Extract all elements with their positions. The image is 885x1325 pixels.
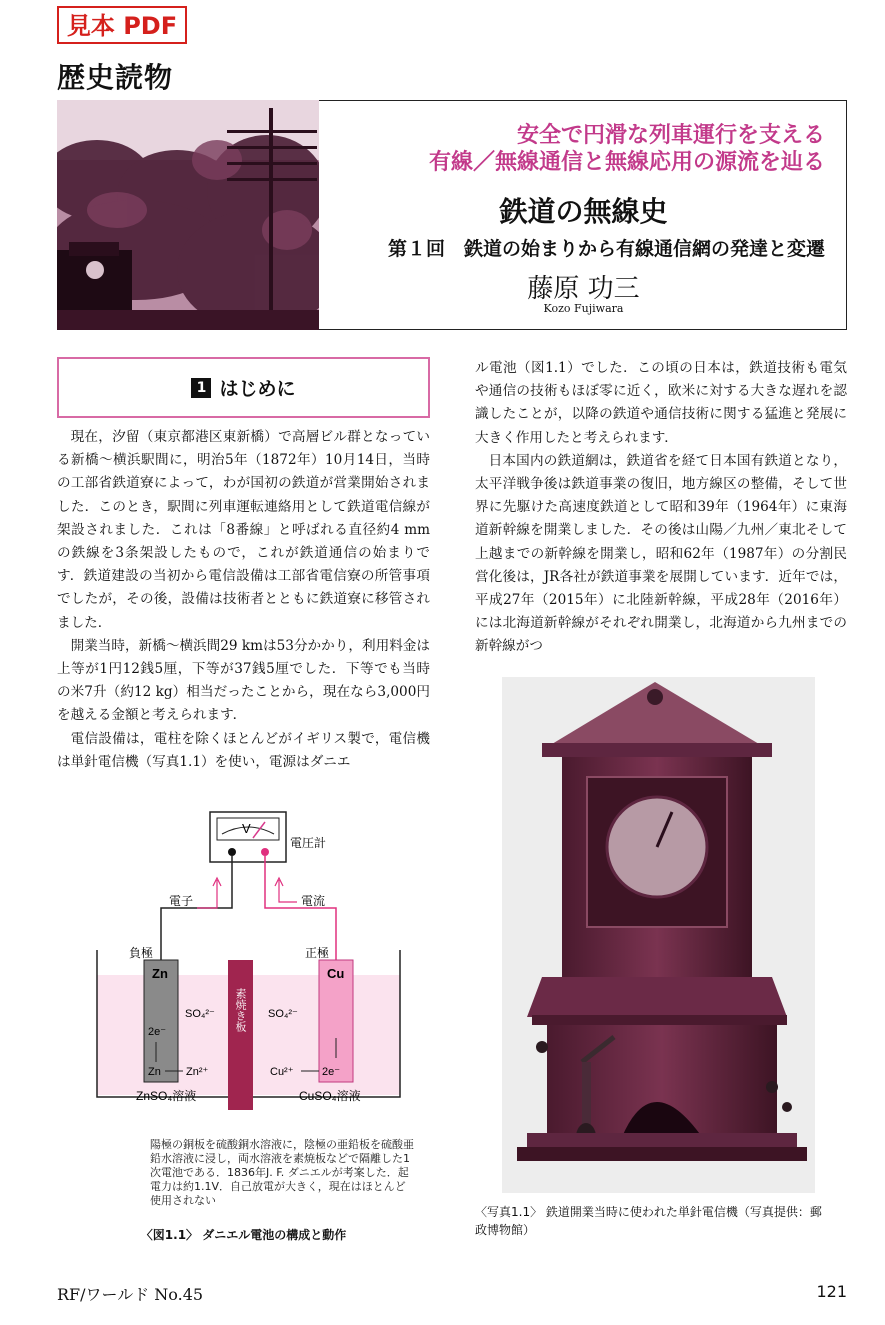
author-name: 藤原 功三 [527,274,640,304]
magazine-name: RF/ワールド No.45 [57,1285,204,1304]
negative-label: 負極 [129,946,154,960]
paragraph: 開業当時，新橋〜横浜間29 kmは53分かかり，利用料金は上等が1円12銭5厘，下等が37銭5厘でした．下等でも当時の米7升（約12 kg）相当だったことから，現在なら3,000円を越える金額と考えられます． [57,637,430,724]
positive-label: 正極 [305,946,330,960]
positive-terminal [261,848,269,856]
header-train-photo [57,100,319,330]
paragraph: 電信設備は，電柱を除くほとんどがイギリス製で，電信機は単針電信機（写真1.1）を使い，電源はダニエ [57,730,430,770]
zinc-symbol: Zn [152,966,168,981]
section-number: 1 [191,378,211,398]
negative-terminal [228,848,236,856]
copper-symbol: Cu [327,966,345,981]
paragraph: ル電池（図1.1）でした．この頃の日本は，鉄道技術も電気や通信の技術もほぼ零に近く，欧米に対する大きな遅れを認識したことが，以降の鉄道や通信技術に関する猛進と発展に大きく作用したと考えられます． [475,360,847,446]
section-label: 歴史読物 [57,61,174,94]
zn-ion: Zn²⁺ [186,1066,209,1078]
sulfate-left: SO₄²⁻ [185,1008,215,1020]
section-heading-text: はじめに [219,378,296,400]
figure-caption: 陽極の銅板を硫酸銅水溶液に，陰極の亜鉛板を硫酸亜鉛水溶液に浸し，両水溶液を素焼板などで隔離した1次電池である．1836年J. F. ダニエルが考案した．起電力は約1.1V．自己放電が大きく，現在はほとんど使用されない [150,1138,414,1207]
figure-title: 〈図1.1〉 ダニエル電池の構成と動作 [140,1228,347,1242]
author-name-english: Kozo Fujiwara [543,302,624,315]
sulfate-right: SO₄²⁻ [268,1008,298,1020]
sample-pdf-badge: 見本 PDF [57,6,187,44]
meter-letter: V [242,821,251,836]
copper-solution-label: CuSO₄溶液 [299,1089,361,1103]
zn-atom: Zn [148,1066,161,1078]
paragraph: 現在，汐留（東京都港区東新橋）で高層ビル群となっている新橋〜横浜駅間に，明治5年（1872年）10月14日，当時の工部省鉄道寮によって，わが国初の鉄道が営業開始されました．このとき，駅間に列車運転連絡用として鉄道電信線が架設されました．これは「8番線」と呼ばれる直径約4 mmの鉄線を3条架設したもので，これが鉄道通信の始まりです．鉄道建設の当初から電信設備は工部省電信寮の所管事項でしたが，その後，設備は技術者とともに鉄道寮に移管されました． [57,429,430,631]
lead-line-1: 安全で円滑な列車運行を支える [516,123,825,148]
electrons-left: 2e⁻ [148,1026,167,1038]
left-column-text [57,426,430,774]
lead-line-2: 有線／無線通信と無線応用の源流を辿る [428,150,825,175]
paragraph: 日本国内の鉄道網は，鉄道省を経て日本国有鉄道となり，太平洋戦争後は鉄道事業の復旧，地方線区の整備，そして世界に先駆けた高速度鉄道として昭和39年（1964年）に東海道新幹線を開業しました．その後は山陽／九州／東北そして上越までの新幹線を開業し，昭和62年（1987年）の分割民営化後は，JR各社が鉄道事業を展開しています．近年では，平成27年（2015年）に北陸新幹線，平成28年（2016年）には北海道新幹線がそれぞれ開業し，北海道から九州までの新幹線がつ [475,452,847,655]
zinc-solution-label: ZnSO₄溶液 [136,1089,197,1103]
electron-label: 電子 [169,894,194,908]
daniell-cell-diagram [57,800,430,1125]
positive-wire [265,856,336,960]
electrons-right: 2e⁻ [322,1066,341,1078]
article-title: 鉄道の無線史 [499,195,668,228]
voltmeter-label: 電圧計 [290,836,327,850]
negative-wire [161,856,232,960]
separator-label: 素焼き板 [234,988,246,1032]
telegraph-photo [502,677,815,1193]
section-heading-box [57,357,430,418]
porous-separator [228,960,253,1110]
cu-ion: Cu²⁺ [270,1066,294,1078]
right-column-text [475,357,847,659]
current-label: 電流 [301,894,326,908]
page-number: 121 [816,1282,847,1301]
header-text-area [320,100,847,330]
article-subtitle: 第１回 鉄道の始まりから有線通信網の発達と変遷 [387,238,825,260]
photo-caption: 〈写真1.1〉 鉄道開業当時に使われた単針電信機（写真提供：郵政博物館） [475,1205,822,1237]
